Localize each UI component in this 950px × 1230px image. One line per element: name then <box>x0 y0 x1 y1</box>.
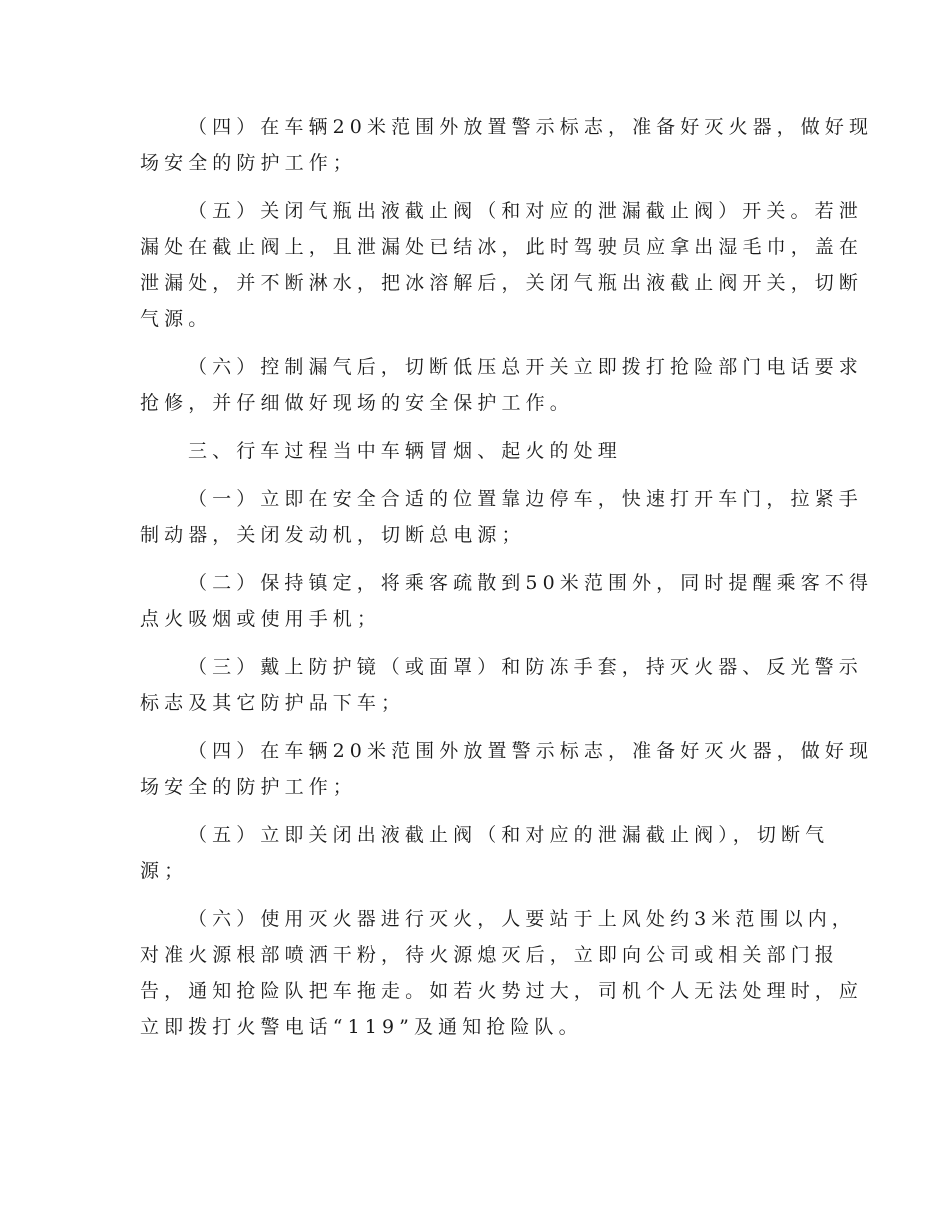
section3-item-2-line-1: （二）保持镇定，将乘客疏散到50米范围外，同时提醒乘客不得 <box>188 572 874 594</box>
section-heading-3: 三、行车过程当中车辆冒烟、起火的处理 <box>188 440 622 462</box>
paragraph-6-line-1: （六）控制漏气后，切断低压总开关立即拨打抢险部门电话要求 <box>188 356 863 378</box>
paragraph-4-line-2: 场安全的防护工作； <box>140 152 357 174</box>
section3-item-6-line-1: （六）使用灭火器进行灭火，人要站于上风处约3米范围以内， <box>188 908 856 930</box>
section3-item-6-line-3: 告，通知抢险队把车拖走。如若火势过大，司机个人无法处理时，应 <box>140 980 864 1002</box>
paragraph-5-line-3: 泄漏处，并不断淋水，把冰溶解后，关闭气瓶出液截止阀开关，切断 <box>140 272 864 294</box>
paragraph-5-line-1: （五）关闭气瓶出液截止阀（和对应的泄漏截止阀）开关。若泄 <box>188 200 863 222</box>
section3-item-1-line-1: （一）立即在安全合适的位置靠边停车，快速打开车门，拉紧手 <box>188 488 863 510</box>
paragraph-6-line-2: 抢修，并仔细做好现场的安全保护工作。 <box>140 392 574 414</box>
section3-item-3-line-1: （三）戴上防护镜（或面罩）和防冻手套，持灭火器、反光警示 <box>188 656 863 678</box>
section3-item-2-line-2: 点火吸烟或使用手机； <box>140 608 382 630</box>
paragraph-5-line-2: 漏处在截止阀上，且泄漏处已结冰，此时驾驶员应拿出湿毛巾，盖在 <box>140 236 864 258</box>
section3-item-4-line-2: 场安全的防护工作； <box>140 776 357 798</box>
paragraph-4-line-1: （四）在车辆20米范围外放置警示标志，准备好灭火器，做好现 <box>188 116 874 138</box>
section3-item-5-line-1: （五）立即关闭出液截止阀（和对应的泄漏截止阀），切断气 <box>188 824 830 846</box>
section3-item-4-line-1: （四）在车辆20米范围外放置警示标志，准备好灭火器，做好现 <box>188 740 874 762</box>
section3-item-5-line-2: 源； <box>140 860 189 882</box>
section3-item-6-line-2: 对准火源根部喷洒干粉，待火源熄灭后，立即向公司或相关部门报 <box>140 944 839 966</box>
section3-item-6-line-4: 立即拨打火警电话“119”及通知抢险队。 <box>140 1016 583 1038</box>
section3-item-1-line-2: 制动器，关闭发动机，切断总电源； <box>140 524 526 546</box>
paragraph-5-line-4: 气源。 <box>140 308 213 330</box>
section3-item-3-line-2: 标志及其它防护品下车； <box>140 692 406 714</box>
